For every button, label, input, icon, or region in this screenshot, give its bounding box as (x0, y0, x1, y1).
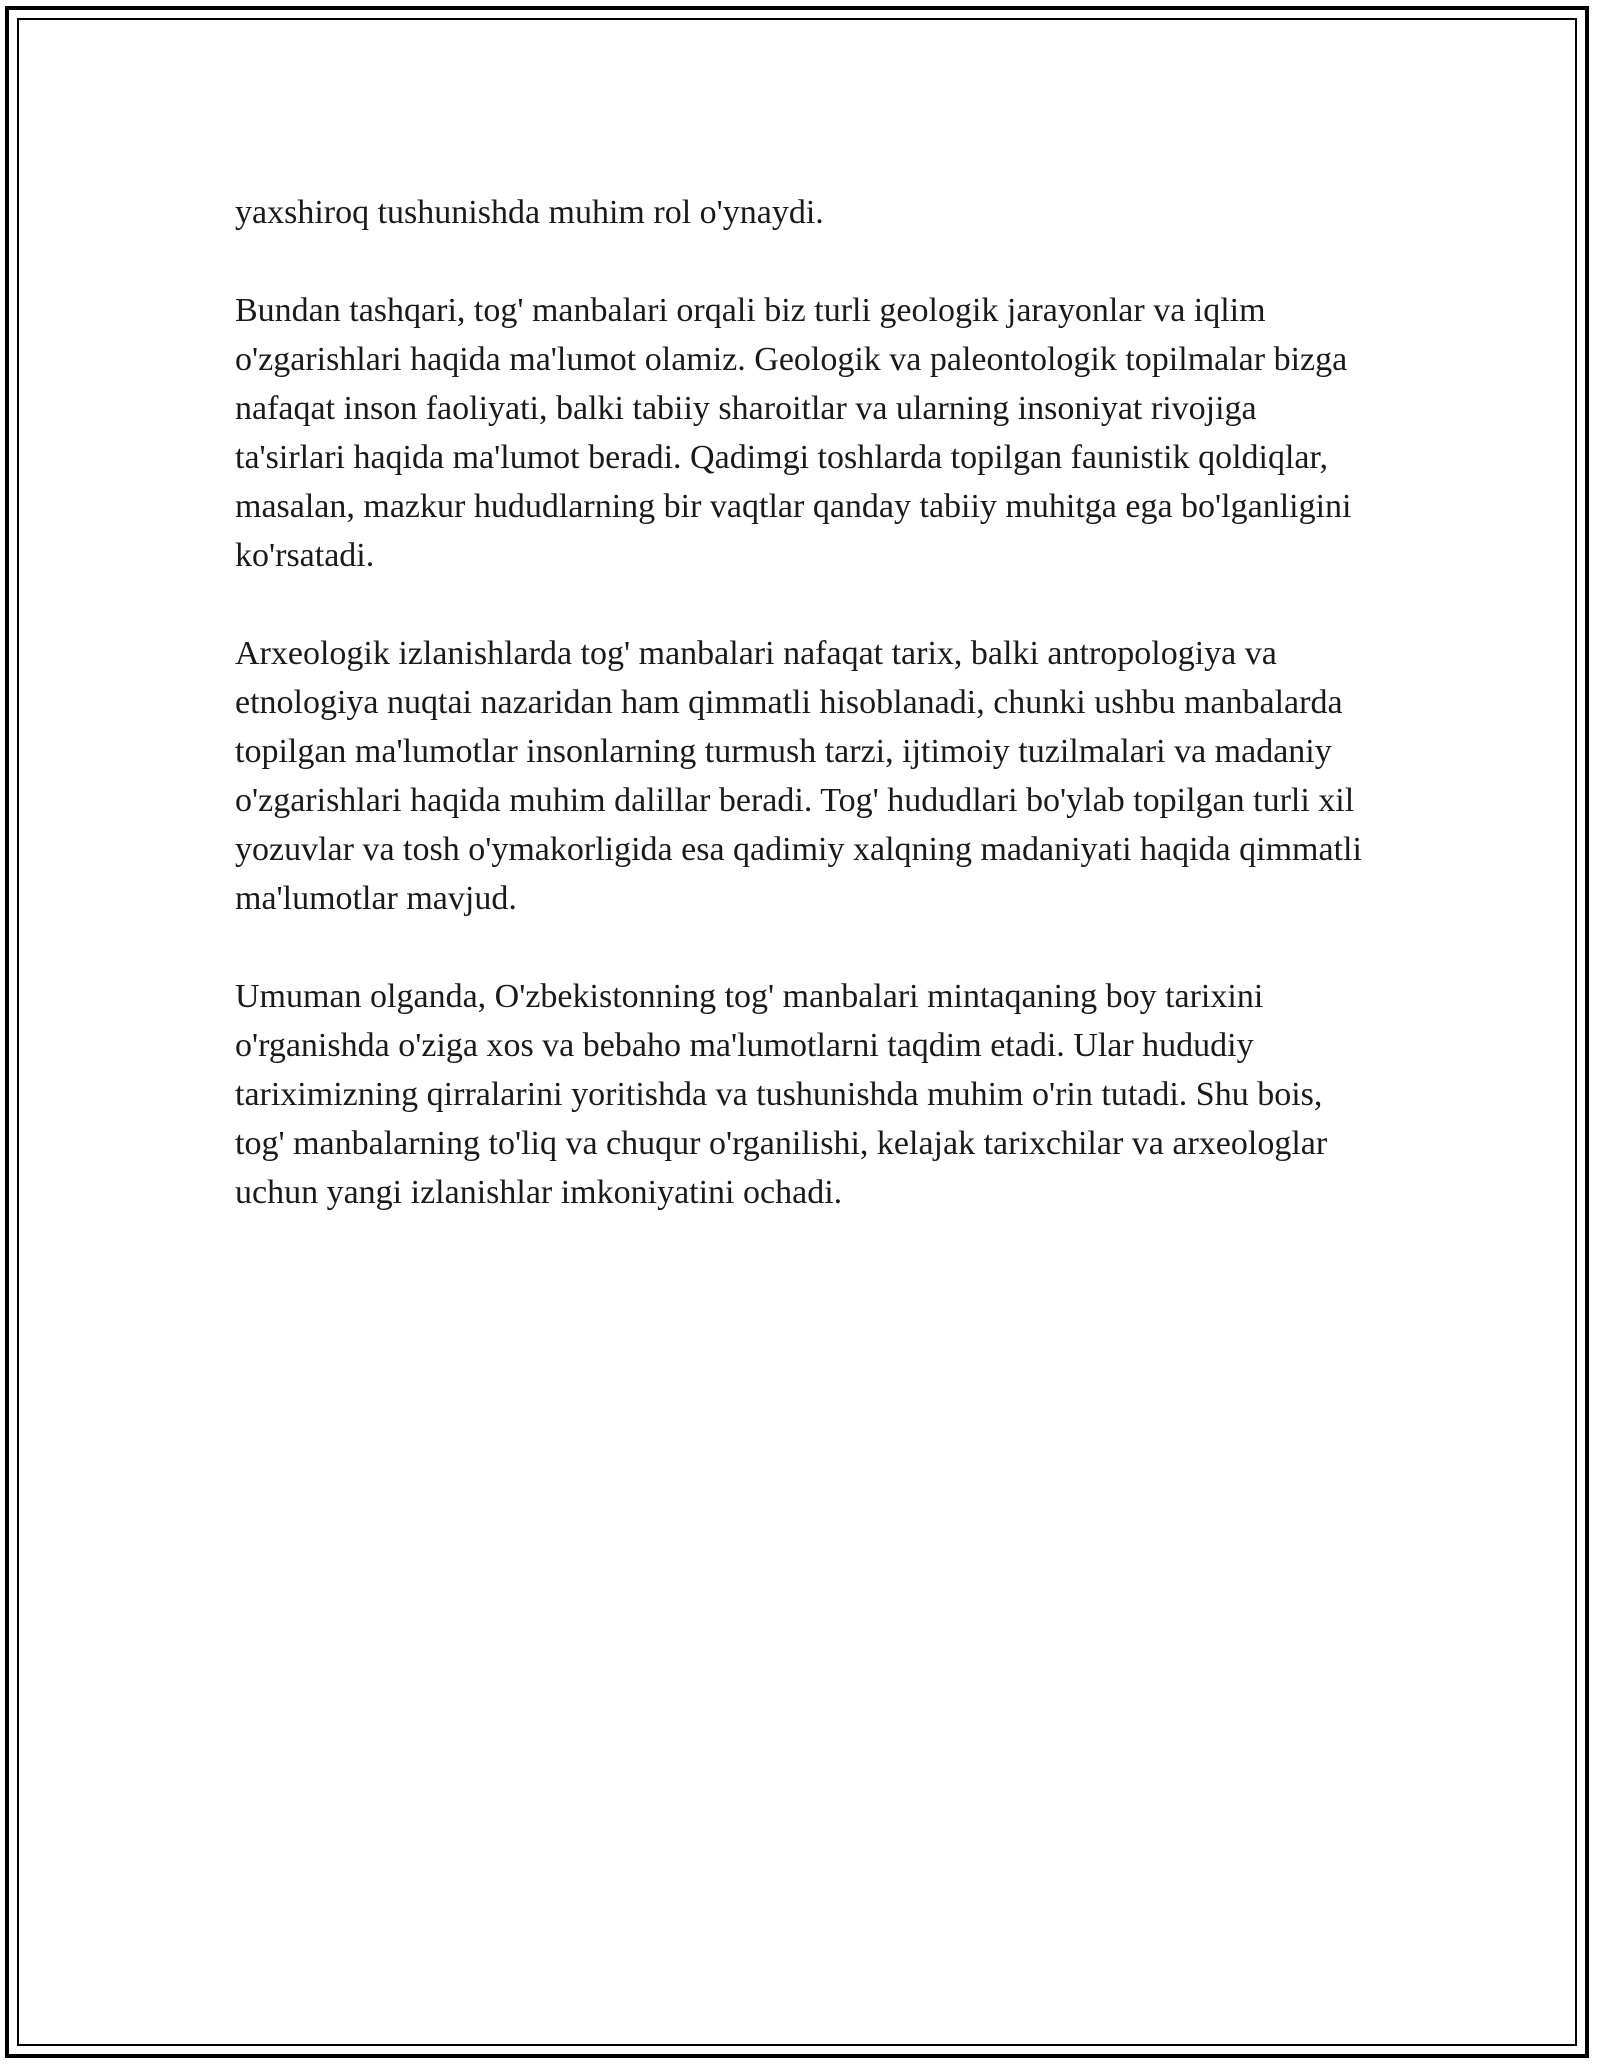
paragraph-3: Arxeologik izlanishlarda tog' manbalari nafaqat tarix, balki antropologiya va etnologiya nuqtai nazaridan ham qimmatli hisoblanadi, chunki ushbu manbalarda topilgan ma'lumotlar insonlarning turmush tarzi, ijtimoiy tuzilmalari va madaniy o'zgarishlari haqida muhim dalillar beradi. Tog' hududlari bo'ylab topilgan turli xil yozuvlar va tosh o'ymakorligida esa qadimiy xalqning madaniyati haqida qimmatli ma'lumotlar mavjud. (235, 635, 1362, 917)
paragraph-1: yaxshiroq tushunishda muhim rol o'ynaydi. (235, 194, 824, 231)
document-body (235, 188, 1365, 1266)
paragraph-4: Umuman olganda, O'zbekistonning tog' manbalari mintaqaning boy tarixini o'rganishda o'ziga xos va bebaho ma'lumotlarni taqdim etadi. Ular hududiy tariximizning qirralarini yoritishda va tushunishda muhim o'rin tutadi. Shu bois, tog' manbalarning to'liq va chuqur o'rganilishi, kelajak tarixchilar va arxeologlar uchun yangi izlanishlar imkoniyatini ochadi. (235, 978, 1328, 1211)
paragraph-2: Bundan tashqari, tog' manbalari orqali biz turli geologik jarayonlar va iqlim o'zgarishlari haqida ma'lumot olamiz. Geologik va paleontologik topilmalar bizga nafaqat inson faoliyati, balki tabiiy sharoitlar va ularning insoniyat rivojiga ta'sirlari haqida ma'lumot beradi. Qadimgi toshlarda topilgan faunistik qoldiqlar, masalan, mazkur hududlarning bir vaqtlar qanday tabiiy muhitga ega bo'lganligini ko'rsatadi. (235, 292, 1352, 574)
